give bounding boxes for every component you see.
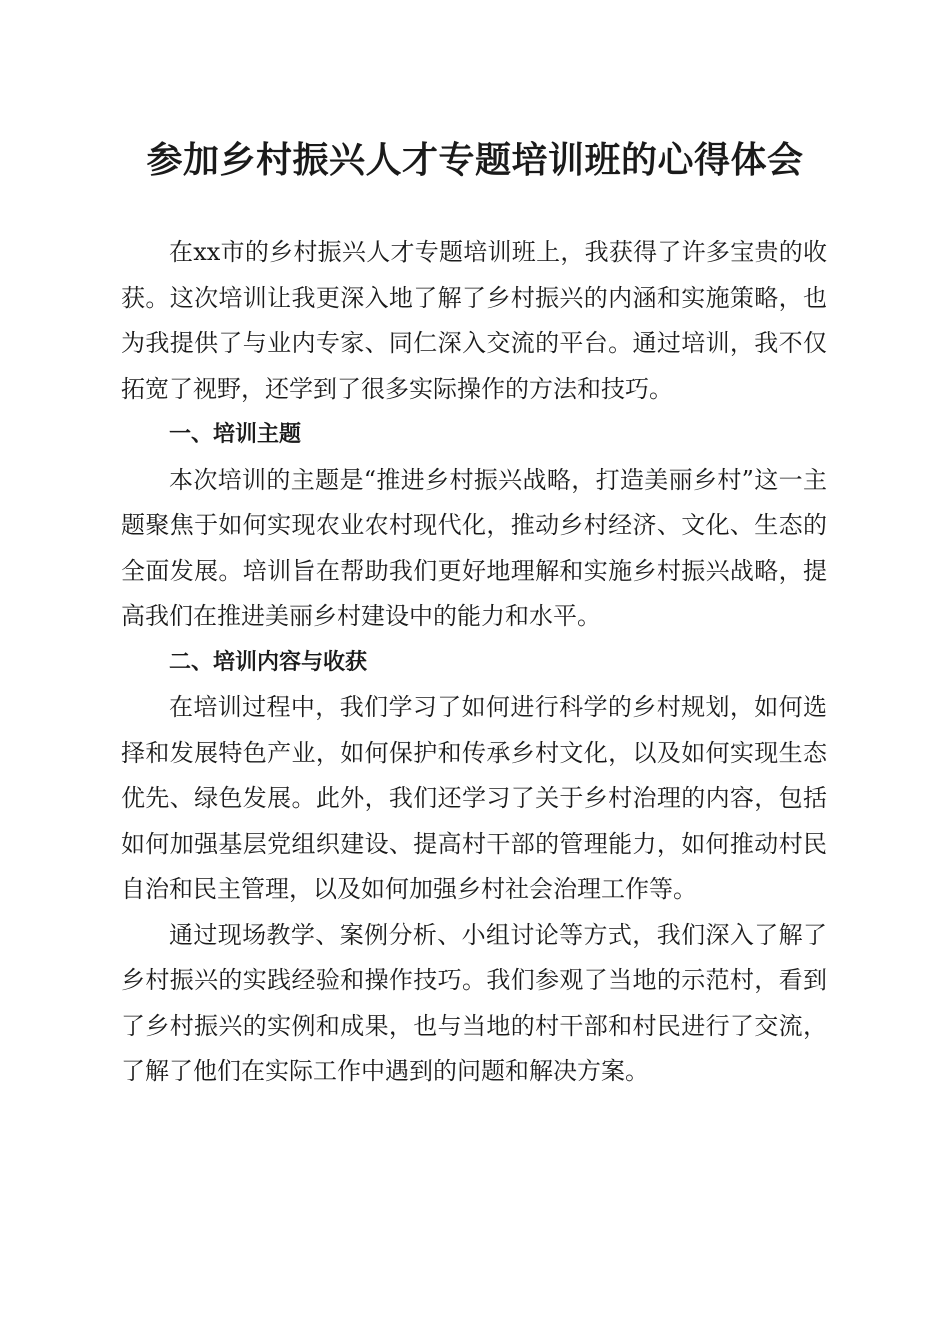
document-title: 参加乡村振兴人才专题培训班的心得体会	[146, 139, 804, 181]
section-heading-training-theme: 一、培训主题	[169, 422, 302, 447]
document-body	[121, 230, 827, 1095]
practice-paragraph: 通过现场教学、案例分析、小组讨论等方式，我们深入了解了乡村振兴的实践经验和操作技巧。我们参观了当地的示范村，看到了乡村振兴的实例和成果，也与当地的村干部和村民进行了交流，了解了他们在实际工作中遇到的问题和解决方案。	[121, 920, 827, 1085]
section-heading-content-and-gains: 二、培训内容与收获	[169, 649, 368, 675]
training-theme-paragraph: 本次培训的主题是“推进乡村振兴战略，打造美丽乡村”这一主题聚焦于如何实现农业农村现代化，推动乡村经济、文化、生态的全面发展。培训旨在帮助我们更好地理解和实施乡村振兴战略，提高我们在推进美丽乡村建设中的能力和水平。	[121, 465, 827, 630]
intro-paragraph: 在xx市的乡村振兴人才专题培训班上，我获得了许多宝贵的收获。这次培训让我更深入地了解了乡村振兴的内涵和实施策略，也为我提供了与业内专家、同仁深入交流的平台。通过培训，我不仅拓宽了视野，还学到了很多实际操作的方法和技巧。	[121, 238, 827, 403]
training-content-paragraph: 在培训过程中，我们学习了如何进行科学的乡村规划，如何选择和发展特色产业，如何保护和传承乡村文化，以及如何实现生态优先、绿色发展。此外，我们还学习了关于乡村治理的内容，包括如何加强基层党组织建设、提高村干部的管理能力，如何推动村民自治和民主管理，以及如何加强乡村社会治理工作等。	[121, 693, 827, 903]
